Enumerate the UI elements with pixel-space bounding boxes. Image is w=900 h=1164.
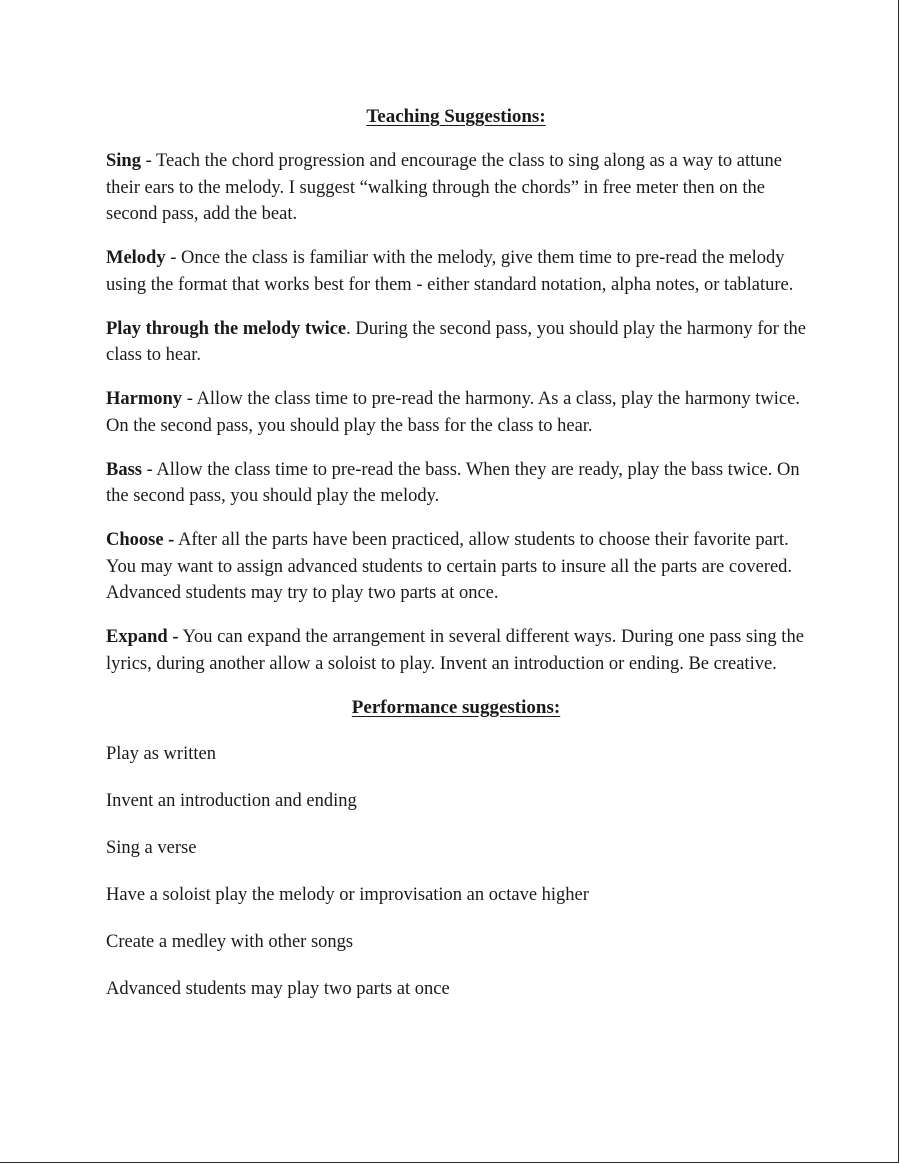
paragraph-expand (106, 624, 806, 677)
paragraph-text: - Once the class is familiar with the melody, give them time to pre-read the melody using the format that works best for them - either standard notation, alpha notes, or tablature. (106, 248, 794, 295)
paragraph-text: - Teach the chord progression and encourage the class to sing along as a way to attune their ears to the melody. I suggest “walking through the chords” in free meter then on the second pass, add the beat. (106, 151, 783, 224)
paragraph-term: Melody (106, 248, 166, 268)
paragraph-term: Choose - (106, 530, 175, 550)
performance-item: Sing a verse (106, 837, 197, 858)
paragraph-text: After all the parts have been practiced, allow students to choose their favorite part. You may want to assign advanced students to certain parts to insure all the parts are covered. Advanced students may try to play two parts at once. (106, 530, 793, 603)
paragraph-sing (106, 148, 806, 228)
paragraph-choose (106, 527, 806, 607)
paragraph-term: Play through the melody twice (106, 318, 347, 339)
paragraph-text: - Allow the class time to pre-read the harmony. As a class, play the harmony twice. On the second pass, you should play the bass for the class to hear. (106, 389, 800, 436)
paragraph-text: . During the second pass, you should play the harmony for the class to hear. (106, 318, 806, 365)
teaching-suggestions-heading: Teaching Suggestions: (366, 106, 546, 127)
performance-item: Create a medley with other songs (106, 931, 354, 952)
document-content (106, 104, 806, 1023)
paragraph-term: Harmony (106, 389, 183, 409)
paragraph-text: You can expand the arrangement in several different ways. During one pass sing the lyrics, during another allow a soloist to play. Invent an introduction or ending. Be creative. (106, 627, 804, 674)
paragraph-text: - Allow the class time to pre-read the bass. When they are ready, play the bass twice. On the second pass, you should play the melody. (106, 459, 800, 506)
performance-item: Invent an introduction and ending (106, 790, 357, 811)
paragraph-melody (106, 245, 806, 298)
performance-item: Advanced students may play two parts at once (106, 978, 450, 999)
performance-item: Have a soloist play the melody or improvisation an octave higher (106, 884, 589, 905)
paragraph-bass (106, 457, 806, 510)
paragraph-term: Sing (106, 151, 141, 171)
paragraph-harmony (106, 386, 806, 439)
performance-suggestions-heading: Performance suggestions: (351, 696, 561, 718)
paragraph-play-through (106, 316, 806, 369)
performance-item: Play as written (106, 743, 216, 764)
paragraph-term: Bass (106, 459, 142, 480)
paragraph-term: Expand - (106, 627, 179, 647)
